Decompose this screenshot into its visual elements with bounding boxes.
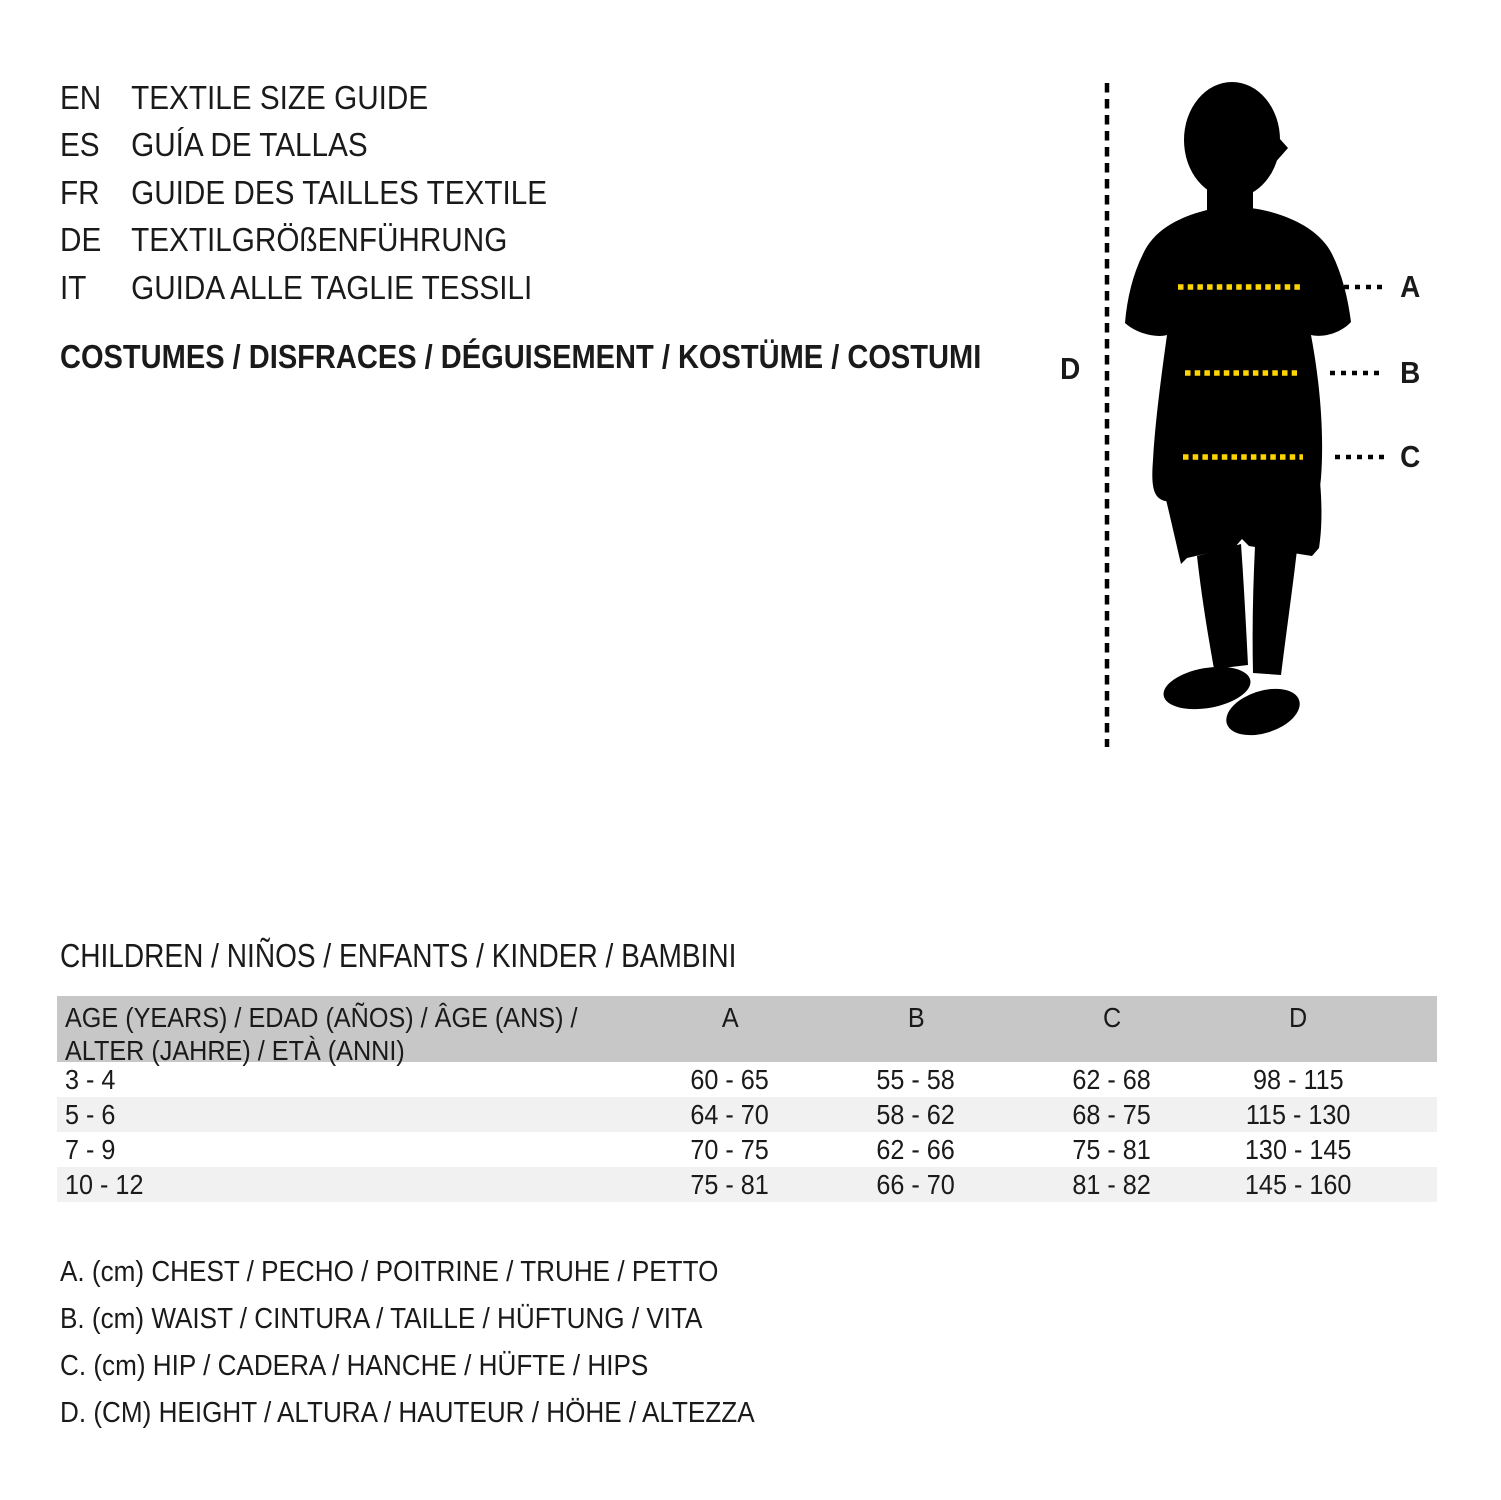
chest-value: 64 - 70 [690,1099,770,1130]
chest-value: 75 - 81 [690,1169,770,1200]
waist-value: 66 - 70 [876,1169,956,1200]
language-code: IT [60,268,87,306]
age-cell: 10 - 12 [65,1169,144,1200]
language-title-list [60,74,601,312]
language-code: DE [60,221,102,259]
measure-label-b: B [1399,355,1421,390]
category-title: COSTUMES / DISFRACES / DÉGUISEMENT / KOSTÜME / COSTUMI [60,338,982,375]
hip-value: 75 - 81 [1072,1134,1152,1165]
hip-value: 62 - 68 [1072,1064,1152,1095]
child-silhouette [1125,82,1351,744]
guide-title-fr: GUIDE DES TAILLES TEXTILE [131,173,548,211]
column-header-a: A [721,1002,739,1033]
legend-waist: B. (cm) WAIST / CINTURA / TAILLE / HÜFTUNG / VITA [60,1303,703,1335]
size-table [57,996,1437,1202]
column-header-d: D [1288,1002,1308,1033]
chest-value: 60 - 65 [690,1064,770,1095]
guide-title-it: GUIDA ALLE TAGLIE TESSILI [131,268,533,306]
table-header [57,996,1437,1066]
language-code: ES [60,126,100,164]
legend-chest: A. (cm) CHEST / PECHO / POITRINE / TRUHE / PETTO [60,1256,719,1288]
measurement-legend [60,1249,832,1437]
guide-title-en: TEXTILE SIZE GUIDE [131,78,429,116]
waist-value: 62 - 66 [876,1134,956,1165]
guide-title-de: TEXTILGRÖßENFÜHRUNG [131,221,508,259]
column-header-b: B [907,1002,925,1033]
hip-value: 81 - 82 [1072,1169,1152,1200]
age-cell: 3 - 4 [65,1064,116,1095]
waist-value: 58 - 62 [876,1099,956,1130]
hip-value: 68 - 75 [1072,1099,1152,1130]
measure-label-d: D [1059,351,1081,386]
measure-label-c: C [1399,439,1421,474]
language-row-es [60,122,601,170]
language-row-en [60,74,601,122]
age-cell: 5 - 6 [65,1099,116,1130]
age-cell: 7 - 9 [65,1134,116,1165]
height-value: 98 - 115 [1252,1064,1344,1095]
language-code: EN [60,78,102,116]
table-section-title: CHILDREN / NIÑOS / ENFANTS / KINDER / BAMBINI [60,937,737,974]
legend-hip: C. (cm) HIP / CADERA / HANCHE / HÜFTE / HIPS [60,1350,649,1382]
table-row [57,1097,1437,1132]
table-row [57,1062,1437,1097]
waist-value: 55 - 58 [876,1064,956,1095]
column-header-c: C [1102,1002,1122,1033]
chest-value: 70 - 75 [690,1134,770,1165]
height-value: 130 - 145 [1244,1134,1352,1165]
height-value: 115 - 130 [1245,1099,1351,1130]
child-silhouette-graphic [1050,70,1480,760]
measure-label-a: A [1399,269,1421,304]
table-row [57,1167,1437,1202]
table-row [57,1132,1437,1167]
height-value: 145 - 160 [1244,1169,1352,1200]
language-code: FR [60,173,100,211]
language-row-fr [60,169,601,217]
guide-title-es: GUÍA DE TALLAS [131,126,368,164]
language-row-de [60,217,601,265]
language-row-it [60,264,601,312]
legend-height: D. (CM) HEIGHT / ALTURA / HAUTEUR / HÖHE / ALTEZZA [60,1397,755,1429]
age-column-header: AGE (YEARS) / EDAD (AÑOS) / ÂGE (ANS) / ALTER (JAHRE) / ETÀ (ANNI) [65,1002,578,1066]
measurement-figure [1050,70,1480,760]
